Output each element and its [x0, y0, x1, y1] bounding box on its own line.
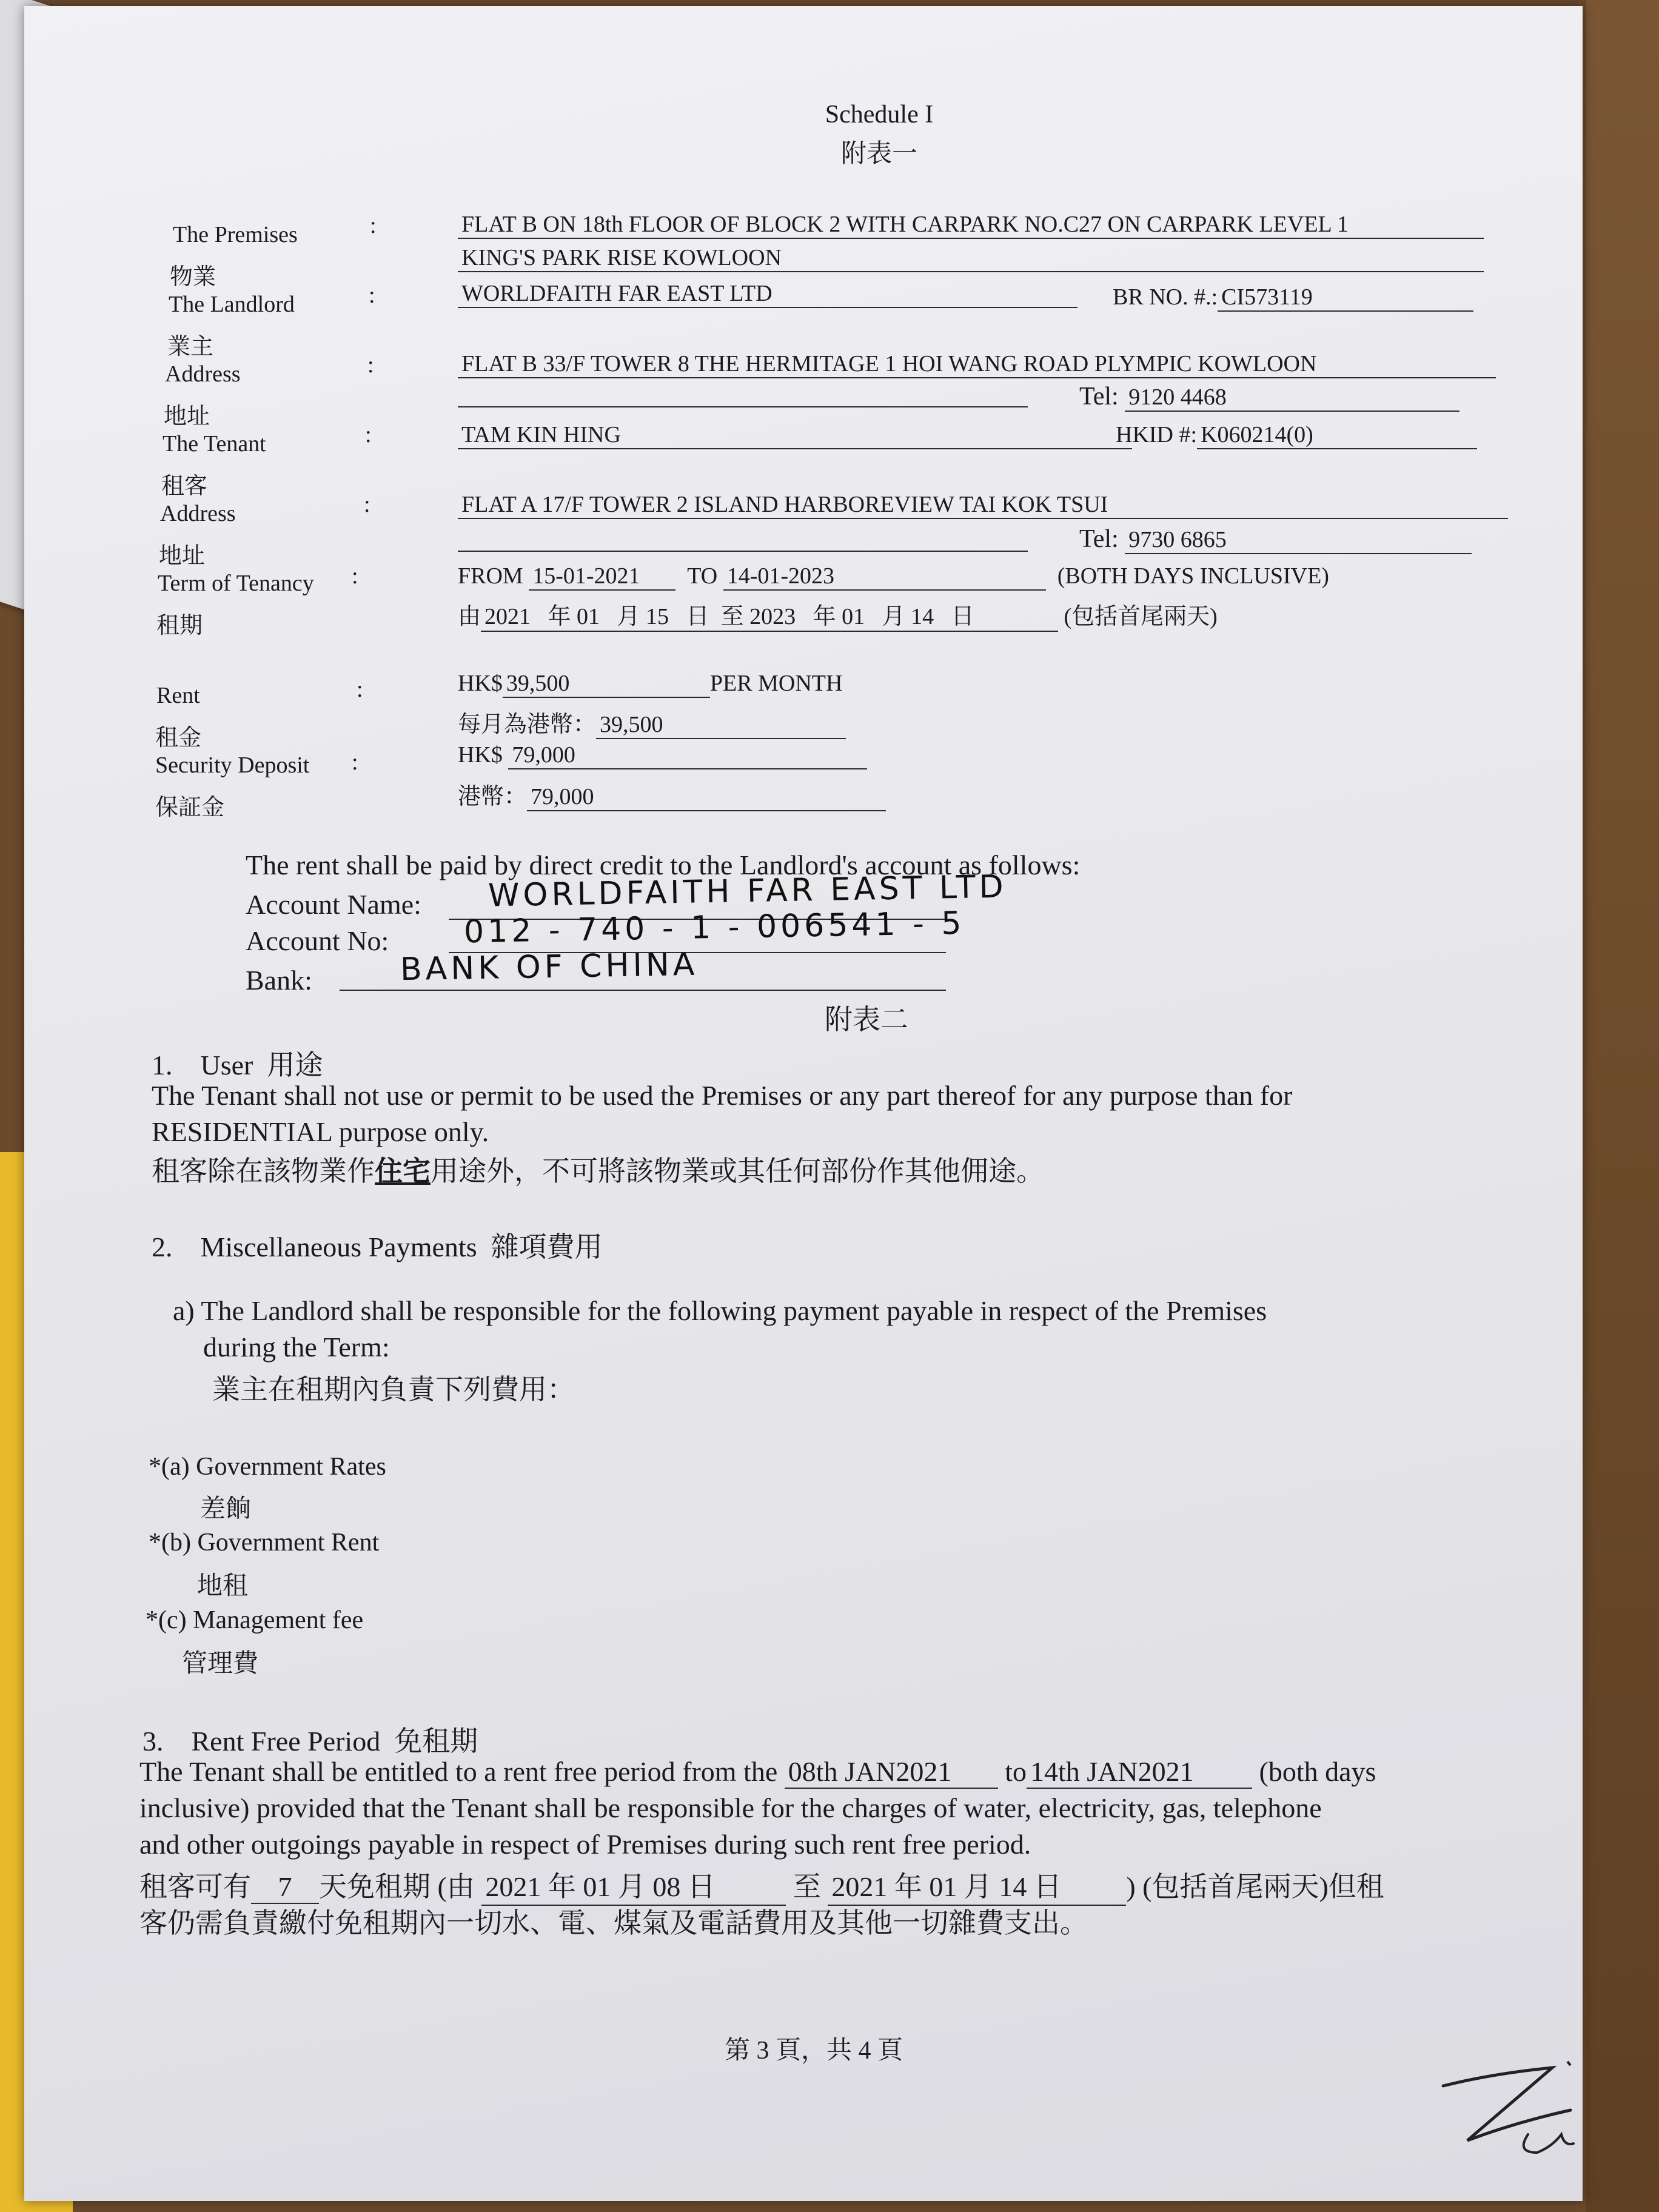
- account-no-label: Account No:: [246, 925, 389, 956]
- account-no-handwritten: 012 - 740 - 1 - 006541 - 5: [463, 905, 965, 951]
- colon: :: [365, 422, 372, 447]
- tenant-address: FLAT A 17/F TOWER 2 ISLAND HARBOREVIEW TAI KOK TSUI: [458, 491, 1508, 519]
- tenant-label-cn: 租客: [161, 474, 208, 499]
- bank-label: Bank:: [246, 965, 312, 996]
- section1-chinese: 租客除在該物業作住宅用途外，不可將該物業或其任何部份作其他佣途。: [152, 1156, 1044, 1187]
- schedule2-title: 附表二: [825, 1004, 908, 1035]
- deposit-english: HK$ 79,000: [458, 742, 867, 769]
- tenant-hkid: HKID #: K060214(0): [1116, 421, 1477, 449]
- account-name-label: Account Name:: [246, 889, 421, 920]
- misc-item-1-cn: 地租: [197, 1572, 249, 1600]
- account-name-handwritten: WORLDFAITH FAR EAST LTD: [488, 868, 1008, 914]
- premises-label-cn: 物業: [170, 264, 216, 290]
- premises-label: The Premises: [173, 222, 298, 247]
- misc-item-1: *(b) Government Rent: [149, 1529, 380, 1557]
- section2a-chinese: 業主在租期內負責下列費用：: [212, 1374, 575, 1405]
- colon: :: [370, 213, 377, 238]
- section3-line2: inclusive) provided that the Tenant shall be responsible for the charges of water, electricity, gas, telephone: [139, 1792, 1322, 1823]
- rent-label-cn: 租金: [155, 725, 202, 751]
- section2a-line1: a) The Landlord shall be responsible for the following payment payable in respect of the Premises: [173, 1295, 1267, 1326]
- landlord-address-label: Address: [165, 361, 241, 387]
- landlord-name: WORLDFAITH FAR EAST LTD: [458, 280, 1078, 308]
- page-number: 第 3 頁，共 4 頁: [725, 2037, 903, 2065]
- schedule-title-cn: 附表一: [840, 140, 917, 168]
- colon: :: [364, 492, 370, 517]
- blank-line: [458, 551, 1028, 552]
- colon: :: [367, 352, 374, 378]
- section2-heading: 2. Miscellaneous Payments 雜項費用: [152, 1232, 603, 1262]
- section1-text2: RESIDENTIAL purpose only.: [152, 1116, 489, 1147]
- document-page: [24, 6, 1583, 2201]
- landlord-address-label-cn: 地址: [164, 404, 210, 429]
- misc-item-2-cn: 管理費: [182, 1650, 259, 1678]
- landlord-label-cn: 業主: [167, 334, 214, 360]
- section1-text1: The Tenant shall not use or permit to be used the Premises or any part thereof for any purpose than for: [152, 1080, 1293, 1111]
- tenant-label: The Tenant: [163, 431, 266, 457]
- deposit-label-cn: 保証金: [155, 795, 225, 820]
- section1-heading: 1. User 用途: [152, 1050, 323, 1081]
- landlord-address: FLAT B 33/F TOWER 8 THE HERMITAGE 1 HOI WANG ROAD PLYMPIC KOWLOON: [458, 350, 1496, 378]
- term-label: Term of Tenancy: [158, 571, 314, 596]
- deposit-label: Security Deposit: [155, 752, 310, 778]
- term-chinese: 由 2021 年 01 月 15 日 至 2023 年 01 月 14 日 (包括首尾兩天): [458, 597, 1218, 632]
- misc-item-0: *(a) Government Rates: [149, 1453, 386, 1481]
- bank-handwritten: BANK OF CHINA: [400, 946, 699, 988]
- section3-heading: 3. Rent Free Period 免租期: [142, 1726, 478, 1757]
- term-label-cn: 租期: [156, 613, 203, 638]
- tenant-address-label: Address: [160, 501, 236, 526]
- misc-item-2: *(c) Management fee: [146, 1606, 364, 1634]
- rent-english: HK$ 39,500 PER MONTH: [458, 670, 842, 698]
- rent-label: Rent: [156, 683, 200, 708]
- section3-chinese2: 客仍需負責繳付免租期內一切水、電、煤氣及電話費用及其他一切雜費支出。: [139, 1908, 1088, 1939]
- landlord-label: The Landlord: [169, 292, 295, 317]
- landlord-tel: Tel: 9120 4468: [1079, 382, 1460, 412]
- premises-line2: KING'S PARK RISE KOWLOON: [458, 244, 1484, 272]
- tenant-address-label-cn: 地址: [159, 543, 206, 569]
- tenant-name: TAM KIN HING: [458, 421, 1132, 449]
- section3-line3: and other outgoings payable in respect of Premises during such rent free period.: [139, 1829, 1031, 1860]
- wooden-table: [1586, 0, 1659, 2212]
- term-english: FROM 15-01-2021 TO 14-01-2023 (BOTH DAYS INCLUSIVE): [458, 563, 1329, 591]
- misc-item-0-cn: 差餉: [200, 1495, 252, 1523]
- tenant-tel: Tel: 9730 6865: [1079, 525, 1472, 554]
- section3-chinese1: 租客可有 7 天免租期 (由 2021 年 01 月 08 日 至 2021 年 01 月 14 日 ) (包括首尾兩天)但租: [139, 1865, 1384, 1906]
- rent-chinese: 每月為港幣： 39,500: [458, 705, 846, 739]
- payment-intro: The rent shall be paid by direct credit to the Landlord's account as follows:: [246, 850, 1081, 880]
- premises-line1: FLAT B ON 18th FLOOR OF BLOCK 2 WITH CARPARK NO.C27 ON CARPARK LEVEL 1: [458, 211, 1484, 239]
- section3-line1: The Tenant shall be entitled to a rent free period from the 08th JAN2021 to 14th JAN2021 (both days: [139, 1755, 1376, 1789]
- deposit-chinese: 港幣： 79,000: [458, 777, 886, 811]
- section2a-line2: during the Term:: [203, 1332, 390, 1362]
- colon: :: [369, 283, 375, 308]
- colon: :: [357, 677, 363, 702]
- signature: [1431, 2056, 1577, 2165]
- landlord-br: BR NO. #.: CI573119: [1113, 284, 1473, 312]
- colon: :: [352, 749, 358, 775]
- schedule-title: Schedule I: [825, 101, 934, 129]
- bank-line: [340, 990, 946, 991]
- blank-line: [458, 406, 1028, 407]
- colon: :: [352, 563, 358, 589]
